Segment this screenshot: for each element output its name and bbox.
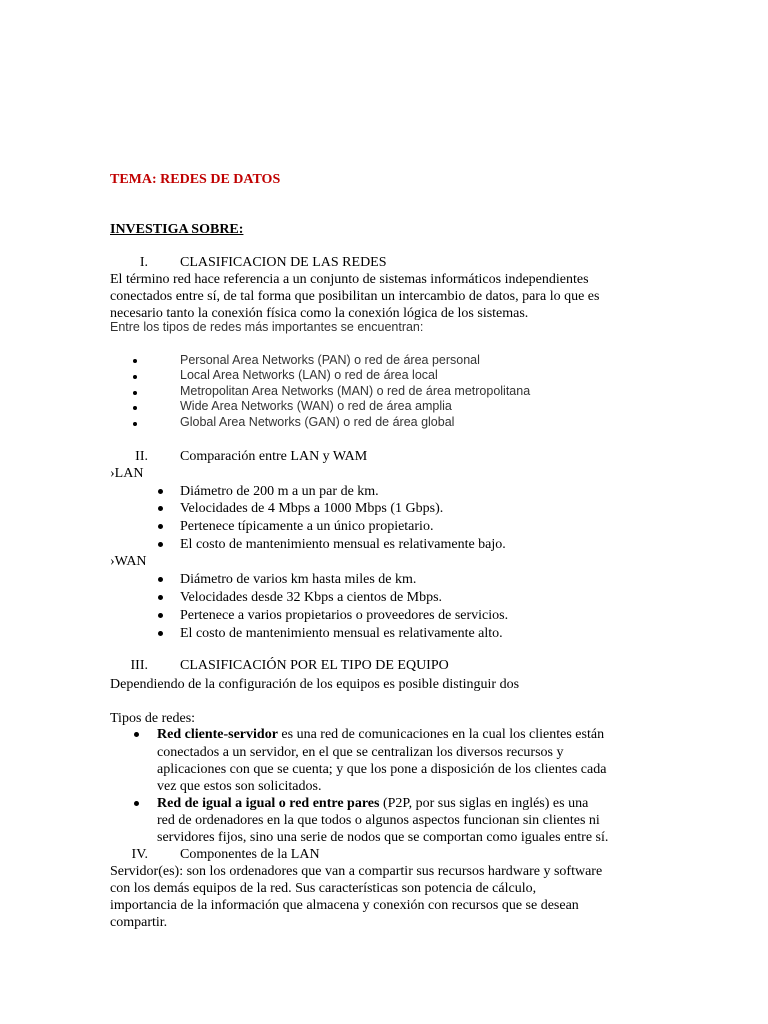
bullet-icon	[158, 595, 163, 600]
lan-item: Pertenece típicamente a un único propietario.	[180, 519, 434, 534]
wan-item: Velocidades desde 32 Kbps a cientos de Mbps.	[180, 590, 443, 605]
network-type-item: Global Area Networks (GAN) o red de área global	[180, 415, 455, 429]
document-title: TEMA: REDES DE DATOS	[110, 172, 281, 187]
network-type-item: Personal Area Networks (PAN) o red de área personal	[180, 353, 480, 367]
wan-item: Diámetro de varios km hasta miles de km.	[180, 572, 417, 587]
lan-item: El costo de mantenimiento mensual es relativamente bajo.	[180, 537, 506, 552]
bullet-icon	[158, 577, 163, 582]
client-server-term: Red cliente-servidor	[157, 727, 278, 742]
p2p-term: Red de igual a igual o red entre pares	[157, 796, 380, 811]
section-2-number: II.	[135, 449, 148, 464]
lan-label: ›LAN	[110, 466, 144, 481]
bullet-icon	[133, 375, 137, 379]
section-1-heading: CLASIFICACION DE LAS REDES	[180, 255, 387, 270]
section-1-number: I.	[139, 255, 148, 270]
bullet-icon	[133, 391, 137, 395]
section-3-number: III.	[130, 658, 148, 673]
client-server-item-line: aplicaciones con que se cuenta; y que los pone a disposición de los clientes cada	[157, 762, 607, 777]
p2p-item-line	[157, 795, 588, 812]
investiga-heading: INVESTIGA SOBRE:	[110, 222, 244, 237]
section-3-heading: CLASIFICACIÓN POR EL TIPO DE EQUIPO	[180, 658, 449, 673]
lan-item: Velocidades de 4 Mbps a 1000 Mbps (1 Gbps).	[180, 501, 444, 516]
bullet-icon	[134, 801, 139, 806]
bullet-icon	[158, 506, 163, 511]
bullet-icon	[158, 489, 163, 494]
section-4-paragraph-line: compartir.	[110, 915, 168, 930]
client-server-item-line	[157, 726, 604, 743]
client-server-text: es una red de comunicaciones en la cual los clientes están	[277, 727, 605, 742]
section-4-paragraph-line: Servidor(es): son los ordenadores que van a compartir sus recursos hardware y software	[110, 864, 603, 879]
p2p-text: (P2P, por sus siglas en inglés) es una	[379, 796, 589, 811]
bullet-icon	[133, 422, 137, 426]
wan-label: ›WAN	[110, 554, 147, 569]
bullet-icon	[134, 732, 139, 737]
lan-item: Diámetro de 200 m a un par de km.	[180, 484, 379, 499]
section-1-paragraph-line: El término red hace referencia a un conjunto de sistemas informáticos independientes	[110, 272, 589, 287]
network-type-item: Wide Area Networks (WAN) o red de área amplia	[180, 399, 452, 413]
wan-item: Pertenece a varios propietarios o proveedores de servicios.	[180, 608, 509, 623]
wan-item: El costo de mantenimiento mensual es relativamente alto.	[180, 626, 503, 641]
tipos-label: Tipos de redes:	[110, 711, 196, 726]
bullet-icon	[133, 406, 137, 410]
client-server-item-line: conectados a un servidor, en el que se centralizan los diversos recursos y	[157, 745, 564, 760]
section-4-heading: Componentes de la LAN	[180, 847, 320, 862]
bullet-icon	[158, 613, 163, 618]
bullet-icon	[158, 542, 163, 547]
section-4-paragraph-line: con los demás equipos de la red. Sus características son potencia de cálculo,	[110, 881, 537, 896]
network-type-item: Metropolitan Area Networks (MAN) o red de área metropolitana	[180, 384, 531, 398]
section-4-number: IV.	[131, 847, 148, 862]
section-3-paragraph: Dependiendo de la configuración de los equipos es posible distinguir dos	[110, 677, 520, 692]
bullet-icon	[133, 359, 137, 363]
section-2-heading: Comparación entre LAN y WAM	[180, 449, 368, 464]
client-server-item-line: vez que estos son solicitados.	[157, 779, 322, 794]
p2p-item-line: red de ordenadores en la que todos o algunos aspectos funcionan sin clientes ni	[157, 813, 600, 828]
section-1-intro: Entre los tipos de redes más importantes se encuentran:	[110, 320, 424, 334]
section-1-paragraph-line: necesario tanto la conexión física como la conexión lógica de los sistemas.	[110, 306, 529, 321]
bullet-icon	[158, 524, 163, 529]
network-type-item: Local Area Networks (LAN) o red de área local	[180, 368, 438, 382]
p2p-item-line: servidores fijos, sino una serie de nodos que se comportan como iguales entre sí.	[157, 830, 609, 845]
bullet-icon	[158, 631, 163, 636]
section-4-paragraph-line: importancia de la información que almacena y conexión con recursos que se desean	[110, 898, 579, 913]
section-1-paragraph-line: conectados entre sí, de tal forma que posibilitan un intercambio de datos, para lo que es	[110, 289, 600, 304]
